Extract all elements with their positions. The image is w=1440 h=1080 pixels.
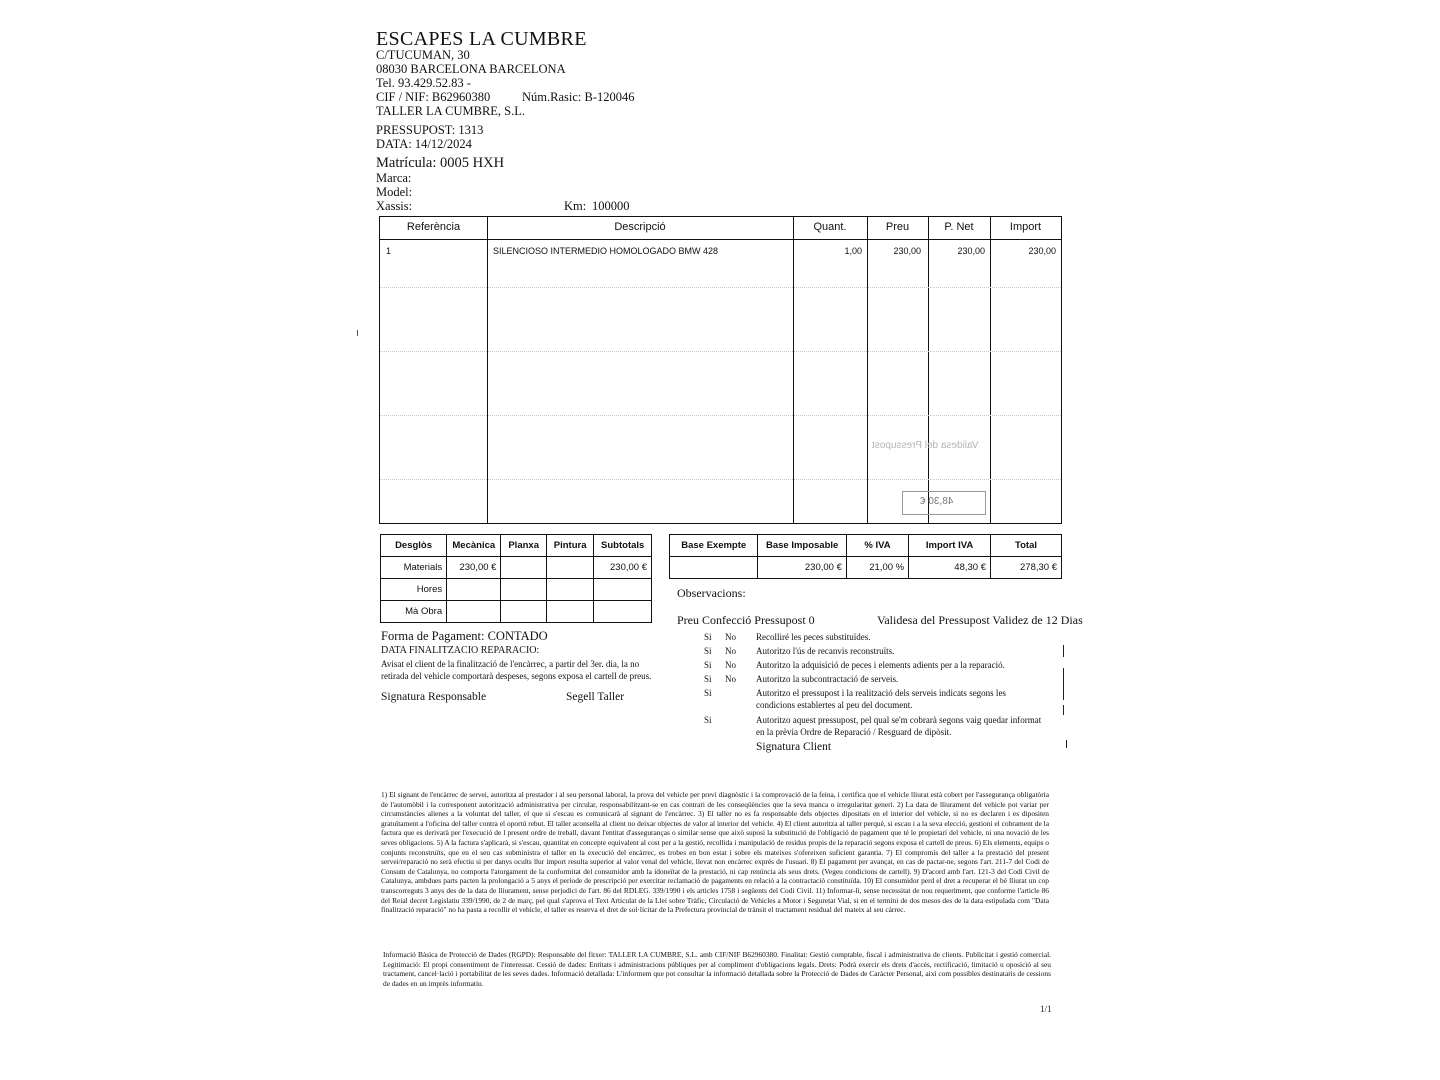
option-yes: Si xyxy=(704,632,712,642)
header-net: P. Net xyxy=(944,221,974,233)
vehicle-km-label: Km: xyxy=(564,199,587,213)
option-yes: Si xyxy=(704,674,712,684)
option-no: No xyxy=(725,646,736,656)
breakdown-mecanica: 230,00 € xyxy=(447,557,501,579)
breakdown-mecanica xyxy=(447,579,501,601)
breakdown-label: Materials xyxy=(381,557,447,579)
option-text: Autoritzo l'ús de recanvis reconstruïts. xyxy=(756,646,895,656)
option-no: No xyxy=(725,660,736,670)
vehicle-model-label: Model: xyxy=(376,185,413,199)
bleed-through-amount: 48,30 € xyxy=(920,496,954,507)
vehicle-brand-label: Marca: xyxy=(376,171,412,185)
row-price: 230,00 xyxy=(893,246,921,256)
breakdown-header-subtotals: Subtotals xyxy=(594,535,652,557)
table-row xyxy=(381,579,652,601)
totals-header-iva-pct: % IVA xyxy=(846,535,908,557)
row-qty: 1,00 xyxy=(844,246,862,256)
quote-number: PRESSUPOST: 1313 xyxy=(376,123,484,137)
client-signature: Signatura Client xyxy=(756,741,832,753)
breakdown-mecanica xyxy=(447,601,501,623)
header-desc: Descripció xyxy=(614,221,666,233)
row-desc: SILENCIOSO INTERMEDIO HOMOLOGADO BMW 428 xyxy=(493,246,719,256)
table-row xyxy=(670,557,1062,579)
items-table xyxy=(379,216,1062,524)
completion-text: Avisat el client de la finalització de l'encàrrec, a partir del 3er. dia, la no retirada del vehicle comportarà despeses, segons exposa el cartell de preus. xyxy=(381,659,652,681)
header-import: Import xyxy=(1009,221,1042,233)
legal-conditions: 1) El signant de l'encàrrec de servei, autoritza al prestador i al seu personal laboral, la prova del vehicle per previ diagnòstic i la comprovació de la feina, i certifica que el vehicle lliurat està cobert per l'assegurança obligatòria de l'automòbil i la corresponent autorització administrativa per circular, responsabilitzant-se en cas contrari de les conseqüències que la seva manca o irregularitat generi. 2) La data de lliurament del vehicle pot variar per circumstàncies alienes a la voluntat del taller, el que si s'escau es comunicarà al signant de l'encàrrec. 3) El taller no es fa responsable dels objectes dipositats en el interior del vehicle, si no es declaren i es dipositen gratuïtament a l'oficina del taller contra el oportú rebut. El taller aconsella al client no deixar objectes de valor al interior del vehicle. 4) El client autoritza al taller perquè, si escau i a la seva elecció, gestioni el cobrament de la factura que es derivarà per l'execució de l present ordre de treball, davant l'entitat d'asseguranças o similar sense que això suposi la substitució de l'obligació de pagament que té le propietari del vehicle, ni una novació de les seves obligacions. 5) A la factura s'aplicarà, si s'escau, quantitat en concepte equivalent al cost per a la gestió, recollida i manipulació de residus propis de la reparació segons exposa el cartell de preus. 6) Els elements, equips o conjunts reconstruïts, que en el seu cas subministra el taller en la execució del encàrrec, es trobes en bon estat i sobre els mateixes s'ofereixen suficient garantia. 7) El compromís del taller a la prestació del present servei/reparació no serà efectiu si per danys ocults llur import resulta superior al valor venal del vehicle, llevat non encàrrec exprés de l'usuari. 8) El pagament per avançat, en cas de pactar-ne, segons l'art. 211-7 del Codi de Consum de Catalunya, no comporta l'atorgament de la conformitat del consumidor amb la idoneïtat de la prestació, ni cap renúncia als seus drets. (Vegeu condicions de cartell). 9) D'acord amb l'art. 121-3 del Codi Civil de Catalunya, ambdues parts pacten la prolongació a 5 anys el període de prescripció per exercitar reclamació de pagaments en relació a la contractació constituïda. 10) El consumidor perd el dret a recuperar el bé lliurat un cop transcorreguts 3 anys des de la data de lliurament, sense perjudici de l'art. 86 del RDLEG. 339/1990 i els articles 1758 i següents del Codi Civil. 11) Informar-li, sense necessitat de nou requeriment, que conforme l'article 86 del Reial decret Legislatiu 339/1990, de 2 de març, pel qual s'aprova el Text Articulat de la Llei sobre Tràfic, Circulació de Vehicles a Motor i Seguretat Vial, si en el termini de dos mesos des de la data estipulada com "Data finalització reparació" no ha pasta a recollir el vehicle, el taller es reserva el dret de sol·licitar de la Prefectura provincial de trànsit el tractament residual del mateix al seu càrrec. xyxy=(381,790,1049,915)
option-yes: Si xyxy=(704,646,712,656)
totals-header-total: Total xyxy=(991,535,1062,557)
option-no: No xyxy=(725,632,736,642)
option-text: Autoritzo el pressupost i la realització dels serveis indicats segons les condicions establertes al peu del document. xyxy=(756,688,1006,710)
breakdown-planxa xyxy=(501,579,546,601)
option-yes: Si xyxy=(704,660,712,670)
scan-mark xyxy=(357,330,358,336)
option-yes: Si xyxy=(704,688,712,698)
breakdown-header-pintura: Pintura xyxy=(546,535,593,557)
breakdown-table xyxy=(380,534,652,623)
totals-header-iva-import: Import IVA xyxy=(909,535,991,557)
rgpd-notice: Informació Bàsica de Protecció de Dades (RGPD): Responsable del fitxer: TALLER LA CUMBRE, S.L. amb CIF/NIF B62960380. Finalitat: Gestió comptable, fiscal i administrativa de clients. Publicitat i gestió comercial. Legitimació: El propi consentiment de l'interessat. Cessió de dades: Entitats i administracions públiques per al compliment d'obligacions legals. Drets: Podrà exercir els drets d'accés, rectificació, limitació u oposició al seu tractament, cancel·lació i portabilitat de les seves dades. Informació detallada: L'informem que pot consultar la informació detallada sobre la Protecció de Dades de Caràcter Personal, així com possibles destinataris de cessions de dades en un imprès informatiu. xyxy=(383,950,1051,988)
totals-iva-import: 48,30 € xyxy=(909,557,991,579)
breakdown-header-desglos: Desglòs xyxy=(381,535,447,557)
vehicle-plate: Matrícula: 0005 HXH xyxy=(376,155,505,171)
company-name: ESCAPES LA CUMBRE xyxy=(376,28,587,50)
row-import: 230,00 xyxy=(1028,246,1056,256)
totals-table xyxy=(669,534,1062,579)
quote-cost: Preu Confecció Pressupost 0 xyxy=(677,613,815,627)
breakdown-subtotal: 230,00 € xyxy=(594,557,652,579)
company-cif: CIF / NIF: B62960380 xyxy=(376,90,491,104)
totals-base-imposable: 230,00 € xyxy=(758,557,846,579)
company-street: C/TUCUMAN, 30 xyxy=(376,48,470,62)
breakdown-planxa xyxy=(501,557,546,579)
option-no: No xyxy=(725,674,736,684)
breakdown-pintura xyxy=(546,579,593,601)
breakdown-header-mecanica: Mecànica xyxy=(447,535,501,557)
totals-iva-pct: 21,00 % xyxy=(846,557,908,579)
company-legal-name: TALLER LA CUMBRE, S.L. xyxy=(376,104,526,118)
page-number: 1/1 xyxy=(1040,1004,1052,1014)
option-yes: Si xyxy=(704,715,712,725)
breakdown-pintura xyxy=(546,557,593,579)
breakdown-pintura xyxy=(546,601,593,623)
scan-mark xyxy=(1066,740,1067,748)
workshop-stamp-label: Segell Taller xyxy=(566,691,625,703)
payment-method: Forma de Pagament: CONTADO xyxy=(381,629,548,643)
company-rasic: Núm.Rasic: B-120046 xyxy=(522,90,635,104)
quote-date: DATA: 14/12/2024 xyxy=(376,137,472,151)
breakdown-subtotal xyxy=(594,601,652,623)
totals-header-base-imposable: Base Imposable xyxy=(758,535,846,557)
bleed-through-text: Validesa del Pressupost xyxy=(872,440,979,451)
option-text: Autoritzo aquest pressupost, pel qual se'm cobrarà segons vaig quedar informat en la prèvia Ordre de Reparació / Resguard de dipòsit. xyxy=(756,715,1042,737)
table-row xyxy=(381,557,652,579)
row-net: 230,00 xyxy=(957,246,985,256)
signature-responsible: Signatura Responsable xyxy=(381,691,487,703)
totals-base-exempte xyxy=(670,557,758,579)
scan-mark xyxy=(1063,705,1064,715)
row-ref: 1 xyxy=(386,246,392,256)
header-price: Preu xyxy=(885,221,910,233)
breakdown-label: Mà Obra xyxy=(381,601,447,623)
breakdown-subtotal xyxy=(594,579,652,601)
company-phone: Tel. 93.429.52.83 - xyxy=(376,76,471,90)
breakdown-label: Hores xyxy=(381,579,447,601)
observations-title: Observacions: xyxy=(677,586,746,600)
breakdown-header-planxa: Planxa xyxy=(501,535,546,557)
option-text: Autoritzo la adquisició de peces i elements adients per a la reparació. xyxy=(756,660,1005,670)
option-text: Recolliré les peces substituïdes. xyxy=(756,632,871,642)
vehicle-km-value: 100000 xyxy=(592,199,630,213)
quote-validity: Validesa del Pressupost Validez de 12 Dias xyxy=(877,613,1083,627)
totals-total: 278,30 € xyxy=(991,557,1062,579)
option-text: Autoritzo la subcontractació de serveis. xyxy=(756,674,899,684)
completion-title: DATA FINALITZACIO REPARACIO: xyxy=(381,645,540,656)
header-ref: Referència xyxy=(406,221,461,233)
company-city: 08030 BARCELONA BARCELONA xyxy=(376,62,566,76)
table-row xyxy=(381,601,652,623)
header-qty: Quant. xyxy=(813,221,847,233)
totals-header-base-exempte: Base Exempte xyxy=(670,535,758,557)
scan-mark xyxy=(1063,645,1064,657)
breakdown-planxa xyxy=(501,601,546,623)
scan-mark xyxy=(1063,668,1064,700)
vehicle-chassis-label: Xassis: xyxy=(376,199,413,213)
